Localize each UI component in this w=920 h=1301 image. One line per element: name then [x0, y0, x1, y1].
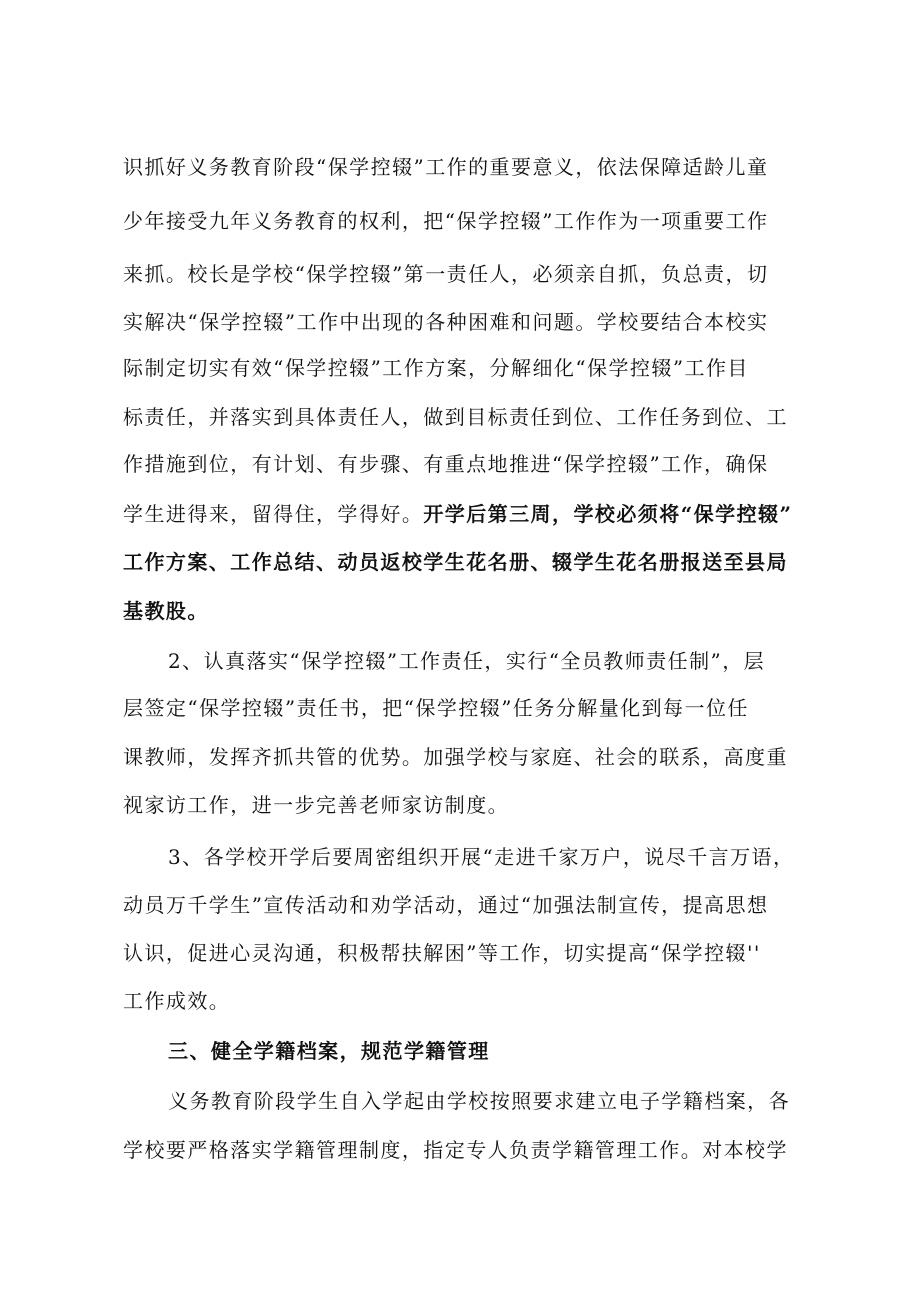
- paragraph-line-10-emphasis: [123, 587, 823, 635]
- line-text: 认识，促进心灵沟通，积极帮扶解困”等工作，切实提高“保学控辍'': [123, 941, 761, 965]
- item-2-line-3: [123, 733, 823, 781]
- line-text: 标责任，并落实到具体责任人，做到目标责任到位、工作任务到位、工: [123, 405, 788, 429]
- emphasis-text: 开学后第三周，学校必须将“保学控辍”: [423, 502, 793, 526]
- paragraph-line-7: [123, 440, 823, 488]
- item-3-line-1: [168, 833, 823, 881]
- line-text: 动员万千学生”宣传活动和劝学活动，通过“加强法制宣传，提高思想: [123, 893, 769, 917]
- paragraph-line-3: [123, 250, 823, 298]
- item-2-line-2: [123, 684, 823, 732]
- line-text: 学生进得来，留得住，学得好。: [123, 502, 424, 526]
- emphasis-text: 基教股。: [123, 599, 209, 623]
- item-2-line-4: [123, 781, 823, 829]
- line-text: 2、认真落实“保学控辍”工作责任，实行“全员教师责任制”，层: [168, 649, 766, 673]
- line-text: 际制定切实有效“保学控辍”工作方案，分解细化“保学控辍”工作目: [123, 356, 749, 380]
- section-heading: [168, 1027, 823, 1075]
- paragraph-line-8: [123, 490, 823, 538]
- item-3-line-4: [123, 977, 823, 1025]
- section-heading-text: 三、健全学籍档案，规范学籍管理: [168, 1039, 490, 1063]
- line-text: 3、各学校开学后要周密组织开展“走进千家万户，说尽千言万语，: [168, 845, 795, 869]
- section-3-line-1: [168, 1077, 823, 1125]
- line-text: 学校要严格落实学籍管理制度，指定专人负责学籍管理工作。对本校学: [123, 1138, 788, 1162]
- paragraph-line-6: [123, 393, 823, 441]
- item-3-line-2: [123, 881, 823, 929]
- item-3-line-3: [123, 929, 823, 977]
- paragraph-line-9-emphasis: [123, 538, 823, 586]
- paragraph-line-5: [123, 344, 823, 392]
- item-2-line-1: [168, 637, 823, 685]
- line-text: 少年接受九年义务教育的权利，把“保学控辍”工作作为一项重要工作: [123, 209, 769, 233]
- line-text: 来抓。校长是学校“保学控辍”第一责任人，必须亲自抓，负总责，切: [123, 262, 769, 286]
- line-text: 视家访工作，进一步完善老师家访制度。: [123, 793, 510, 817]
- line-text: 义务教育阶段学生自入学起由学校按照要求建立电子学籍档案，各: [168, 1089, 791, 1113]
- line-text: 作措施到位，有计划、有步骤、有重点地推进“保学控辍”工作，确保: [123, 452, 769, 476]
- emphasis-text: 工作方案、工作总结、动员返校学生花名册、辍学生花名册报送至县局: [123, 550, 788, 574]
- line-text: 工作成效。: [123, 989, 231, 1013]
- line-text: 课教师，发挥齐抓共管的优势。加强学校与家庭、社会的联系，高度重: [123, 745, 788, 769]
- paragraph-line-4: [123, 298, 823, 346]
- paragraph-line-1: [123, 143, 823, 191]
- line-text: 实解决“保学控辍”工作中出现的各种困难和问题。学校要结合本校实: [123, 310, 769, 334]
- section-3-line-2: [123, 1126, 823, 1174]
- line-text: 层签定“保学控辍”责任书，把“保学控辍”任务分解量化到每一位任: [123, 696, 749, 720]
- line-text: 识抓好义务教育阶段“保学控辍”工作的重要意义，依法保障适龄儿童: [123, 155, 769, 179]
- paragraph-line-2: [123, 197, 823, 245]
